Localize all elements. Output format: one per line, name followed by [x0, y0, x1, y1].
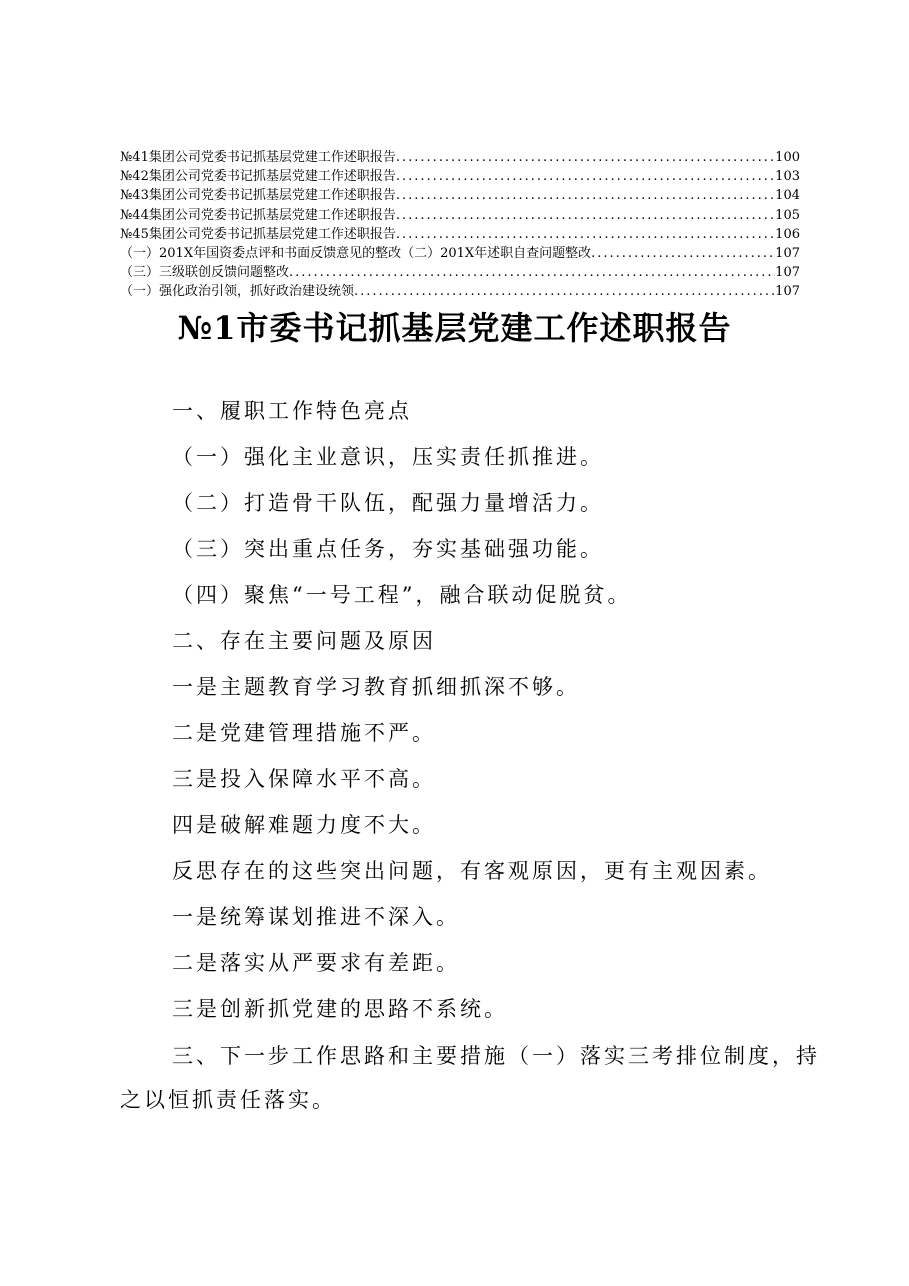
toc-page-number: 106 [775, 226, 800, 242]
toc-page-number: 100 [775, 150, 800, 165]
body-paragraph: 四是破解难题力度不大。 [172, 813, 436, 837]
toc-dot-leader [396, 148, 775, 167]
body-paragraph: 二是落实从严要求有差距。 [172, 951, 460, 975]
toc-entry-title: №42集团公司党委书记抓基层党建工作述职报告 [120, 169, 396, 185]
toc-entry[interactable] [120, 263, 800, 282]
toc-entry-title: （一）强化政治引领，抓好政治建设统领 [120, 284, 355, 300]
toc-entry[interactable] [120, 282, 800, 301]
toc-entry-title: №41集团公司党委书记抓基层党建工作述职报告 [120, 150, 396, 165]
toc-entry[interactable] [120, 225, 800, 244]
section-heading-wrapped: 三、下一步工作思路和主要措施（一）落实三考排位制度，持之以恒抓责任落实。 [120, 1044, 820, 1112]
toc-entry-title: （三）三级联创反馈问题整改 [120, 265, 290, 281]
section-heading: 一、履职工作特色亮点 [172, 399, 412, 423]
subsection-heading: （一）强化主业意识，压实责任抓推进。 [172, 445, 604, 469]
toc-entry[interactable] [120, 244, 800, 263]
toc-entry-title: №43集团公司党委书记抓基层党建工作述职报告 [120, 188, 396, 204]
toc-page-number: 104 [775, 188, 800, 204]
toc-page-number: 105 [775, 207, 800, 223]
document-title: №1市委书记抓基层党建工作述职报告 [177, 309, 732, 347]
toc-page-number: 107 [775, 284, 800, 300]
toc-dot-leader [396, 167, 775, 186]
table-of-contents [120, 148, 800, 302]
section-heading: 二、存在主要问题及原因 [172, 629, 436, 653]
toc-entry[interactable] [120, 148, 800, 167]
document-body [120, 388, 820, 1122]
toc-dot-leader [591, 244, 775, 263]
toc-page-number: 103 [775, 169, 800, 185]
body-paragraph: 一是统筹谋划推进不深入。 [172, 905, 460, 929]
toc-dot-leader [396, 186, 775, 205]
toc-entry-title: №45集团公司党委书记抓基层党建工作述职报告 [120, 226, 396, 242]
toc-entry[interactable] [120, 186, 800, 205]
toc-dot-leader [396, 206, 775, 225]
toc-dot-leader [396, 225, 775, 244]
body-paragraph: 三是投入保障水平不高。 [172, 767, 436, 791]
toc-entry[interactable] [120, 167, 800, 186]
subsection-heading: （四）聚焦“一号工程”，融合联动促脱贫。 [172, 583, 632, 607]
subsection-heading: （三）突出重点任务，夯实基础强功能。 [172, 537, 604, 561]
toc-entry-title: （一）201X年国资委点评和书面反馈意见的整改（二）201X年述职自查问题整改 [120, 246, 592, 262]
body-paragraph: 一是主题教育学习教育抓细抓深不够。 [172, 675, 580, 699]
toc-entry-title: №44集团公司党委书记抓基层党建工作述职报告 [120, 207, 396, 223]
body-paragraph: 反思存在的这些突出问题，有客观原因，更有主观因素。 [172, 859, 772, 883]
subsection-heading: （二）打造骨干队伍，配强力量增活力。 [172, 491, 604, 515]
toc-page-number: 107 [775, 265, 800, 281]
body-paragraph: 三是创新抓党建的思路不系统。 [172, 997, 508, 1021]
body-paragraph: 二是党建管理措施不严。 [172, 721, 436, 745]
toc-page-number: 107 [775, 246, 800, 262]
toc-dot-leader [354, 282, 775, 301]
toc-entry[interactable] [120, 206, 800, 225]
toc-dot-leader [289, 263, 775, 282]
